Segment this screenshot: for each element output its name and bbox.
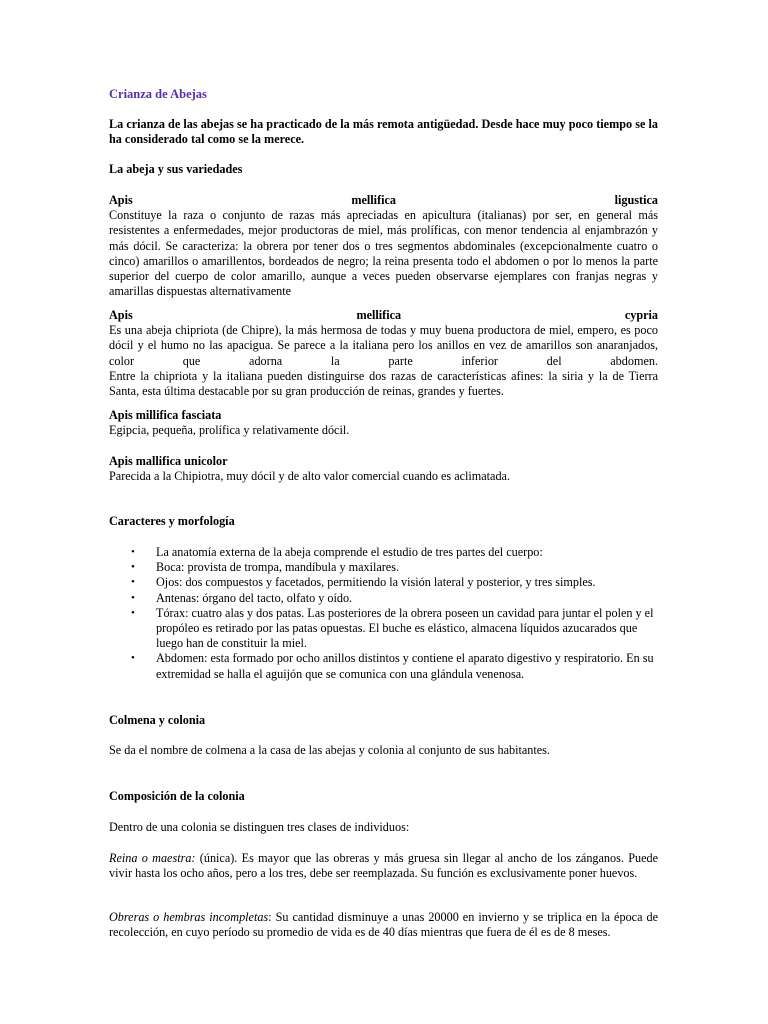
variety-cypria-text-2: Entre la chipriota y la italiana pueden distinguirse dos razas de características afines: la siria y la de Tierra Santa, esta última destacable por su gran producción de reinas, grandes y fuertes.	[109, 368, 658, 399]
list-item	[109, 606, 658, 652]
list-item-text: Antenas: órgano del tacto, olfato y oído.	[156, 590, 353, 605]
variety-ligustica	[109, 193, 658, 299]
bullet-icon: •	[131, 606, 135, 619]
title-word: mellifica	[356, 308, 402, 322]
variety-ligustica-text: Constituye la raza o conjunto de razas más apreciadas en apicultura (italianas) por ser, en general más resistentes a enfermedades, mejor productoras de miel, más prolíficas, con menor tendencia al enjambrazón y más dócil. Se caracteriza: la obrera por tener dos o tres segmentos abdominales (excepcionalmente cuatro o cinco) amarillos o amarillentos, bordeados de negro; la reina presenta todo el abdomen o por lo menos la parte superior del cuerpo de color amarillo, aunque a veces pueden observarse ejemplares con franjas negras y amarillas dispuestas alternativamente	[109, 208, 658, 299]
reina-label: Reina o maestra:	[109, 851, 196, 865]
variety-fasciata-text: Egipcia, pequeña, prolífica y relativamente dócil.	[109, 423, 350, 438]
list-item	[109, 591, 658, 606]
variety-cypria-title	[109, 308, 658, 323]
bullet-icon: •	[131, 546, 135, 558]
list-item-text: Tórax: cuatro alas y dos patas. Las posteriores de la obrera poseen un cavidad para juntar el polen y el propóleo es retirado por las patas opuestas. El buche es elástico, almacena líquidos azucarados que luego han de constituir la miel.	[156, 605, 654, 651]
intro-paragraph: La crianza de las abejas se ha practicado de la más remota antigüedad. Desde hace muy poco tiempo se la ha considerado tal como se la merece.	[109, 117, 658, 147]
heading-composicion: Composición de la colonia	[109, 789, 245, 803]
title-word: ligustica	[614, 193, 658, 207]
title-word: cypria	[624, 308, 658, 322]
list-item	[109, 651, 658, 681]
list-item-text: Abdomen: esta formado por ocho anillos distintos y contiene el aparato digestivo y respiratorio. En su extremidad se halla el aguijón que se comunica con una glándula venenosa.	[156, 651, 654, 681]
colmena-paragraph: Se da el nombre de colmena a la casa de las abejas y colonia al conjunto de sus habitantes.	[109, 743, 550, 757]
obreras-text: : Su cantidad disminuye a unas 20000 en invierno y se triplica en la época de recolección, en cuyo período su promedio de vida es de 40 días mientras que fuera de él es de 8 meses.	[109, 910, 658, 940]
variety-fasciata	[109, 408, 658, 438]
variety-unicolor-title: Apis mallifica unicolor	[109, 454, 228, 468]
heading-colmena: Colmena y colonia	[109, 713, 206, 727]
bullet-icon: •	[131, 591, 135, 604]
morphology-list	[109, 545, 658, 682]
title-word: Apis	[109, 193, 133, 207]
variety-fasciata-title: Apis millifica fasciata	[109, 408, 222, 422]
obreras-label: Obreras o hembras incompletas	[109, 910, 269, 924]
variety-unicolor	[109, 454, 658, 484]
reina-text: (única). Es mayor que las obreras y más gruesa sin llegar al ancho de los zánganos. Puede vivir hasta los ocho años, pero a los tres, debe ser reemplazada. Su función es exclusivamente poner huevos.	[109, 851, 658, 881]
variety-cypria-text: Es una abeja chipriota (de Chipre), la más hermosa de todas y muy buena productora de miel, empero, es poco dócil y el humo no las apacigua. Se parece a la italiana pero los anillos en vez de amarillos son anaranjados, color que adorna la parte inferior del abdomen.	[109, 323, 658, 368]
bullet-icon: •	[131, 576, 135, 589]
composicion-paragraph: Dentro de una colonia se distinguen tres clases de individuos:	[109, 820, 410, 834]
variety-cypria	[109, 308, 658, 399]
reina-paragraph	[109, 851, 658, 881]
list-item-text: Boca: provista de trompa, mandíbula y maxilares.	[156, 560, 400, 575]
list-item	[109, 560, 658, 575]
list-item-text: Ojos: dos compuestos y facetados, permitiendo la visión lateral y posterior, y tres simples.	[156, 575, 596, 590]
title-word: mellifica	[351, 193, 397, 207]
variety-unicolor-text: Parecida a la Chipiotra, muy dócil y de alto valor comercial cuando es aclimatada.	[109, 469, 511, 484]
variety-ligustica-title	[109, 193, 658, 208]
heading-varieties: La abeja y sus variedades	[109, 162, 243, 176]
title-word: Apis	[109, 308, 133, 322]
obreras-paragraph	[109, 910, 658, 940]
heading-morphology: Caracteres y morfología	[109, 514, 235, 528]
bullet-icon: •	[131, 652, 135, 665]
list-item	[109, 545, 658, 560]
list-item	[109, 575, 658, 590]
bullet-icon: •	[131, 561, 135, 574]
doc-title: Crianza de Abejas	[109, 87, 207, 101]
list-item-text: La anatomía externa de la abeja comprende el estudio de tres partes del cuerpo:	[156, 545, 543, 559]
